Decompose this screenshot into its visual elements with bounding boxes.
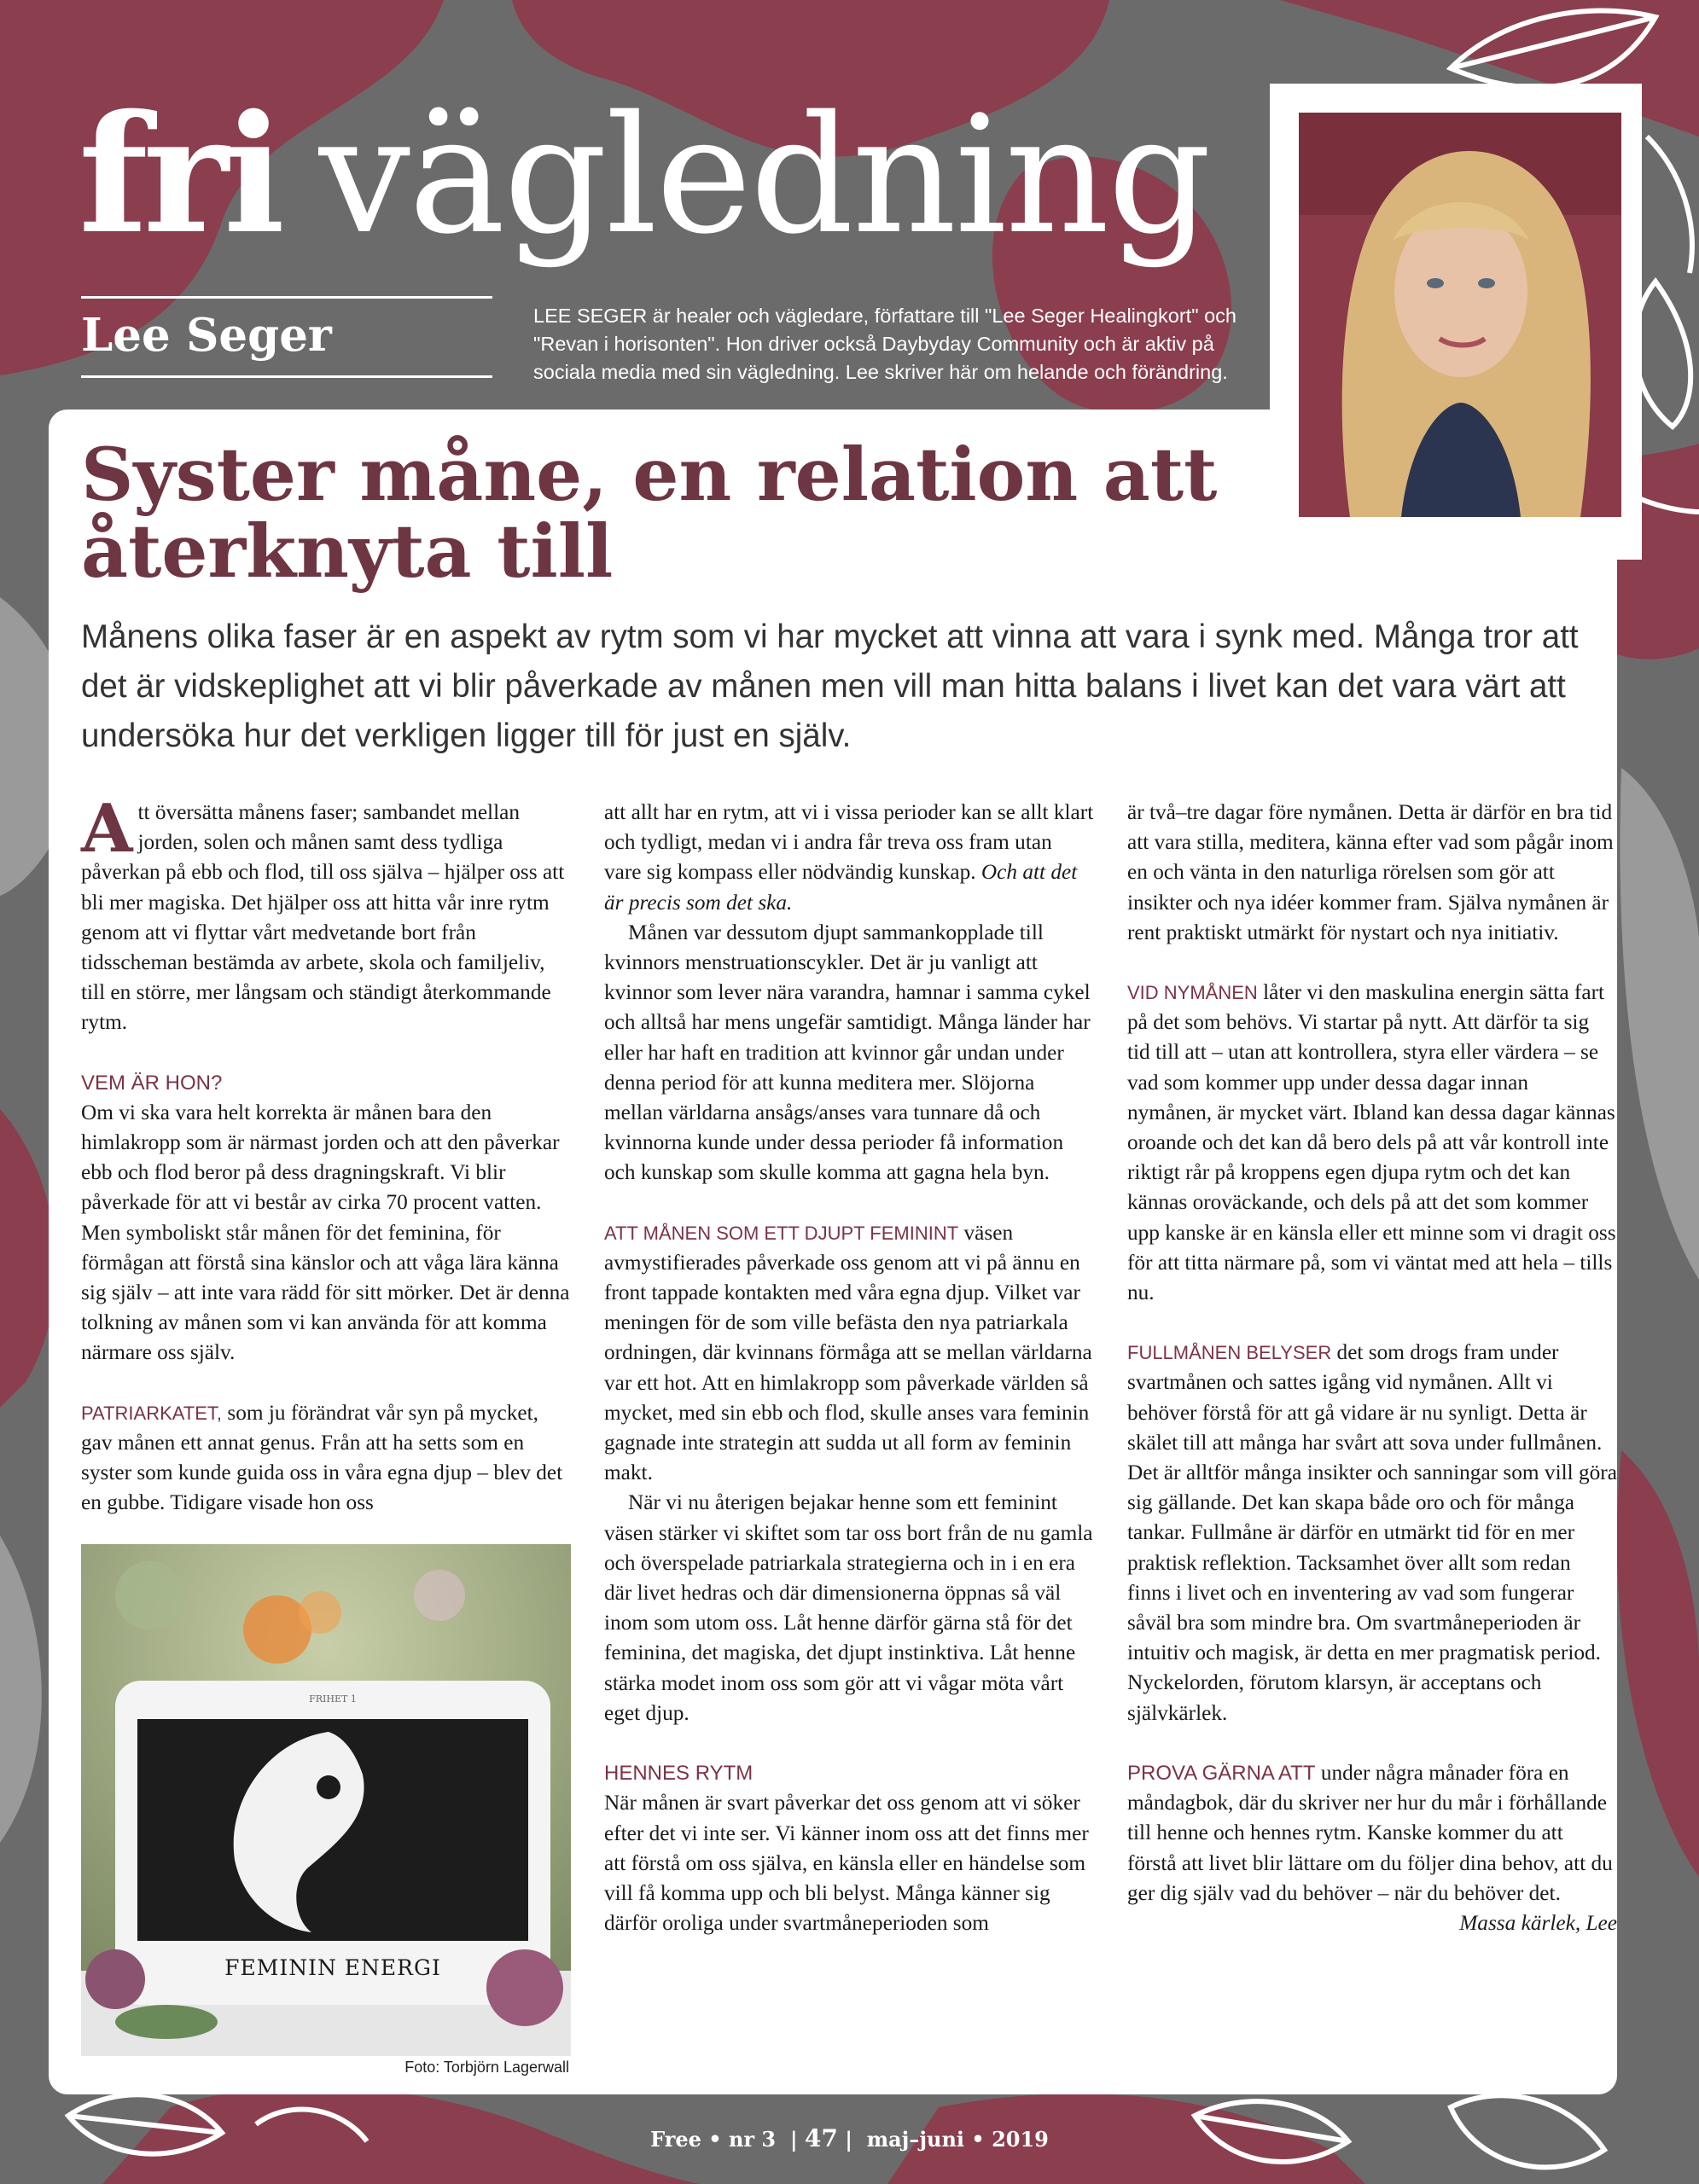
author-name: Lee Seger	[81, 309, 332, 362]
article-column-3	[1127, 798, 1617, 1938]
paragraph: ATT MÅNEN SOM ETT DJUPT FEMININT väsen avmystifierades påverkade oss genom att vi på ännu en front tappade kontakten med våra egna djup. Vilket var meningen för de som ville befästa den nya patriarkala ordningen, där kvinnans förmåga att se mellan världarna var ett hot. Att en himlakropp som påverkade världen så mycket, med sin ebb och flod, skulle anses vara feminin gagnade inte strategin att sudda ut all form av feminin makt.	[604, 1220, 1092, 1485]
paragraph: PATRIARKATET, som ju förändrat vår syn på mycket, gav månen ett annat genus. Från att ha setts som en syster som kunde guida oss in våra egna djup – blev det en gubbe. Tidigare visade hon oss	[81, 1400, 563, 1515]
paragraph: är två–tre dagar före nymånen. Detta är därför en bra tid att vara stilla, meditera, känna efter vad som pågår inom en och vänta in den naturliga rörelsen som gör att insikter och nya idéer kommer fram. Själva nymånen är rent praktiskt utmärkt för nystart och nya initiativ.	[1127, 800, 1614, 944]
photo-credit: Foto: Torbjörn Lagerwall	[404, 2059, 569, 2076]
paragraph: att allt har en rytm, att vi i vissa perioder kan se allt klart och tydligt, medan vi i andra får treva oss fram utan vare sig kompass eller nödvändig kunskap. Och att det är precis som det ska.	[604, 800, 1094, 915]
section-heading: HENNES RYTM	[604, 1762, 753, 1786]
issue-info: Free • nr 3	[650, 2127, 777, 2152]
paragraph: Månen var dessutom djupt sammankopplade till kvinnors menstruationscykler. Det är ju vanligt att kvinnor som lever nära varandra, hamnar i samma cykel och alltså har mens ungefär samtidigt. Många länder har eller har haft en tradition att kvinnor går undan under denna period för att kunna meditera mer. Slöjorna mellan världarna ansågs/anses vara tunnare då och kvinnorna kunde under dessa perioder få information och kunskap som skulle komma att gagna hela byn.	[604, 920, 1091, 1185]
page-footer: Free • nr 3 | 47 | maj–juni • 2019	[650, 2124, 1049, 2152]
masthead-light: vägledning	[318, 81, 1210, 270]
paragraph: När månen är svart påverkar det oss genom att vi söker efter det vi inte ser. Vi känner inom oss att det finns mer att förstå om oss själva, en känsla eller en händelse som vill få komma upp och bli belyst. Många känner sig därför oroliga under svartmåneperioden som	[604, 1791, 1089, 1936]
article-column-2	[604, 798, 1094, 1938]
magazine-section-title	[79, 79, 1210, 270]
card-label: FEMININ ENERGI	[224, 1955, 441, 1980]
section-lead-in: FULLMÅNEN BELYSER	[1127, 1342, 1332, 1364]
masthead-bold: fri	[79, 79, 281, 270]
card-top-text: FRIHET 1	[309, 1693, 357, 1705]
article-title: Syster måne, en relation att återknyta till	[81, 433, 1218, 595]
paragraph: VID NYMÅNEN låter vi den maskulina energin sätta fart på det som behövs. Vi startar på nytt. Att därför ta sig tid till att – utan att kontrollera, styra eller värdera – se vad som kommer upp under dessa dagar innan nymånen, är mycket värt. Ibland kan dessa dagar kännas oroande och det kan då bero dels på att vår kontroll inte riktigt rår på kroppens egen djupa rytm och det kan kännas oroväckande, och dels på att det som kommer upp kanske är en känsla eller ett minne som vi dragit oss för att titta närmare på, som vi väntat med att hela – tills nu.	[1127, 980, 1616, 1305]
italic-emphasis: Och att det är precis som det ska.	[604, 860, 1078, 915]
article-column-1	[81, 790, 571, 1518]
section-lead-in: PROVA GÄRNA ATT	[1127, 1761, 1316, 1785]
drop-cap: A	[81, 790, 133, 868]
author-bio: LEE SEGER är healer och vägledare, författare till "Lee Seger Healingkort" och "Revan i horisonten". Hon driver också Daybyday Community och är aktiv på sociala media med sin vägledning. Lee skriver här om helande och förändring.	[533, 305, 1236, 383]
issue-date: maj–juni • 2019	[866, 2127, 1049, 2152]
paragraph: Om vi ska vara helt korrekta är månen bara den himlakropp som är närmast jorden och att den påverkar ebb och flod beror på dess dragningskraft. Vi blir påverkade för att vi består av cirka 70 procent vatten. Men symboliskt står månen för det feminina, för förmågan att förstå sina känslor och att våga lära känna sig själv – att inte vara rädd för sitt mörker. Det är denna tolkning av månen som vi kan använda för att komma närmare oss själv.	[81, 1100, 570, 1365]
paragraph: När vi nu återigen bejakar henne som ett feminint väsen stärker vi skiftet som tar oss bort från de nu gamla och överspelade patriarkala strategierna och in i en era där livet hedras och där dimensionerna öppnas så väl inom som utom oss. Låt henne därför gärna stå för det feminina, det magiska, det djupt instinktiva. Låt henne stärka modet inom oss som gör att vi vågar möta vårt eget djup.	[604, 1490, 1093, 1725]
paragraph: Att översätta månens faser; sambandet mellan jorden, solen och månen samt dess tydliga påverkan på ebb och flod, till oss själva – hjälper oss att bli mer magiska. Det hjälper oss att hitta vår inre rytm genom att vi flyttar vårt medvetande bort från tidsscheman bestämda av arbete, skola och familjeliv, till en större, mer långsam och ständigt återkommande rytm.	[81, 790, 565, 1035]
author-portrait	[1299, 113, 1621, 517]
section-lead-in: ATT MÅNEN SOM ETT DJUPT FEMININT	[604, 1222, 959, 1244]
section-lead-in: VID NYMÅNEN	[1127, 982, 1258, 1004]
section-lead-in: PATRIARKATET,	[81, 1402, 223, 1424]
article-lead: Månens olika faser är en aspekt av rytm som vi har mycket att vinna att vara i synk med. Många tror att det är vidskeplighet att vi blir påverkade av månen men vill man hitta balans i livet kan det vara värt att undersöka hur det verkligen ligger till för just en själv.	[81, 619, 1579, 754]
paragraph: FULLMÅNEN BELYSER det som drogs fram under svartmånen och sattes igång vid nymånen. Allt vi behöver förstå för att gå vidare är nu synligt. Detta är skälet till att många har svårt att sova under fullmånen. Det är alltför många insikter och sanningar som vill göra sig gällande. Det kan skapa både oro och för många tankar. Fullmåne är därför en utmärkt tid för en mer praktisk reflektion. Tacksamhet över allt som redan finns i livet och en inventering av vad som fungerar såväl bra som mindre bra. Om svartmåneperioden är intuitiv och magisk, är detta en mer pragmatisk period. Nyckelorden, förutom klarsyn, är acceptans och självkärlek.	[1127, 1340, 1617, 1725]
paragraph: PROVA GÄRNA ATT under några månader föra en måndagbok, där du skriver ner hur du mår i förhållande till henne och hennes rytm. Kanske kommer du att förstå att livet blir lättare om du följer dina behov, att du ger dig själv vad du behöver – när du behöver det.	[1127, 1760, 1613, 1905]
divider	[81, 296, 492, 299]
card-photo	[81, 1544, 571, 2056]
page-number: 47	[804, 2124, 838, 2152]
signature: Massa kärlek, Lee	[1459, 1910, 1617, 1935]
section-heading: VEM ÄR HON?	[81, 1071, 223, 1095]
divider	[81, 375, 492, 378]
